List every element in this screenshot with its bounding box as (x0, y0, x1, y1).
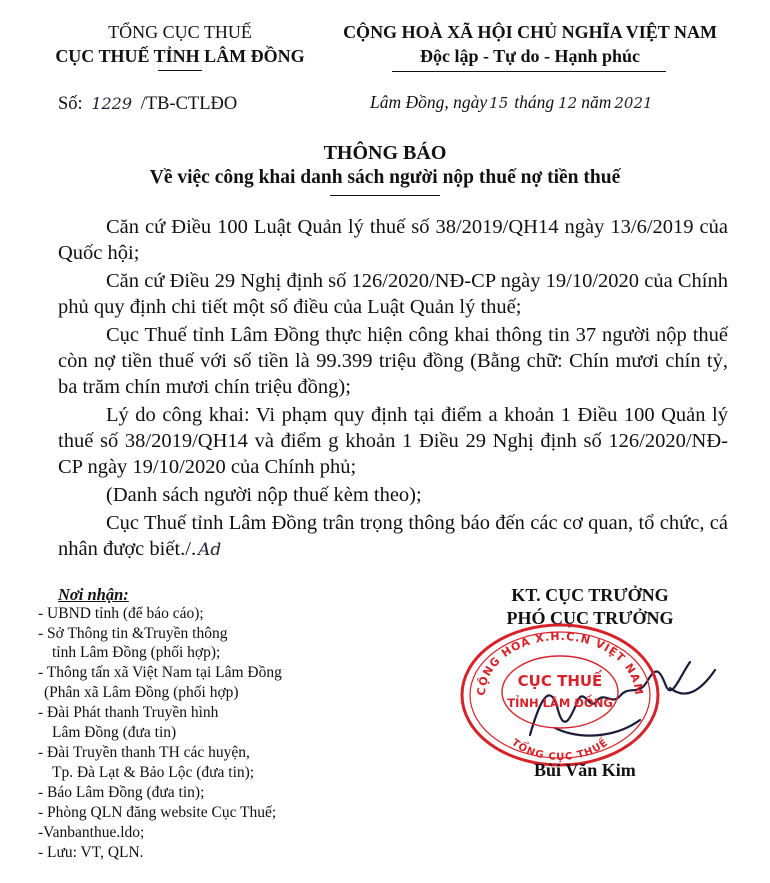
signature-title-2: PHÓ CỤC TRƯỞNG (506, 608, 674, 628)
seal-ring-bottom: TỔNG CỤC THUẾ (509, 737, 611, 764)
official-seal (455, 620, 665, 770)
recipient-line: - Phòng QLN đăng website Cục Thuế; (38, 804, 277, 821)
seal-center-line-1: CỤC THUẾ (517, 672, 603, 690)
recipient-line: - UBND tỉnh (để báo cáo); (38, 605, 204, 622)
document-title: THÔNG BÁO (323, 142, 447, 164)
motto: Độc lập - Tự do - Hạnh phúc (419, 46, 641, 66)
paragraph-legal-basis-2: Căn cứ Điều 29 Nghị định số 126/2020/NĐ-CP ngày 19/10/2020 của Chính phủ quy định chi tiết một số điều của Luật Quản lý thuế; (58, 270, 728, 318)
department-name: CỤC THUẾ TỈNH LÂM ĐỒNG (55, 46, 305, 66)
recipient-line: Tp. Đà Lạt & Bảo Lộc (đưa tin); (52, 764, 255, 781)
paragraph-disclosure: Cục Thuế tỉnh Lâm Đồng thực hiện công khai thông tin 37 người nộp thuế còn nợ tiền thuế với số tiền là 99.399 triệu đồng (Bằng chữ: Chín mươi chín tỷ, ba trăm chín mươi chín triệu đồng); (58, 324, 728, 398)
motto-underline (392, 71, 666, 72)
recipient-line: - Sở Thông tin &Truyền thông (38, 625, 228, 642)
closing-initials-handwritten: Ad (198, 540, 222, 560)
date-month-label: tháng (514, 92, 555, 112)
date-day: 15 (489, 94, 509, 112)
seal-center-line-2: TỈNH LÂM ĐỒNG (507, 696, 613, 710)
recipient-line: tỉnh Lâm Đồng (phối hợp); (52, 644, 221, 661)
agency-name: TỔNG CỤC THUẾ (108, 22, 252, 42)
closing-text: Cục Thuế tỉnh Lâm Đồng trân trọng thông báo đến các cơ quan, tổ chức, cá nhân được biết./. (58, 512, 728, 560)
seal-ring-bottom-text (509, 734, 610, 763)
department-underline (158, 70, 202, 71)
date-year: 2021 (614, 94, 653, 112)
paragraph-closing (58, 510, 728, 563)
ref-number-handwritten: 1229 (91, 94, 133, 113)
date-month: 12 (558, 94, 578, 112)
reference-number (58, 94, 237, 115)
paragraph-reason: Lý do công khai: Vi phạm quy định tại điểm a khoản 1 Điều 100 Quản lý thuế số 38/2019/QH14 và điểm g khoản 1 Điều 29 Nghị định số 126/2020/NĐ-CP ngày 19/10/2020 của Chính phủ; (58, 404, 728, 478)
ref-prefix: Số: (58, 94, 83, 114)
date-line (370, 92, 653, 113)
signature-title-1: KT. CỤC TRƯỞNG (511, 585, 669, 605)
signer-name: Bùi Văn Kim (534, 760, 636, 780)
country-name: CỘNG HOÀ XÃ HỘI CHỦ NGHĨA VIỆT NAM (343, 22, 717, 42)
recipient-line: (Phân xã Lâm Đồng (phối hợp) (44, 684, 239, 701)
recipient-line: Lâm Đồng (đưa tin) (52, 724, 177, 741)
date-year-label: năm (581, 92, 612, 112)
paragraph-legal-basis-1: Căn cứ Điều 100 Luật Quản lý thuế số 38/2019/QH14 ngày 13/6/2019 của Quốc hội; (58, 216, 728, 264)
paragraph-attachment-note: (Danh sách người nộp thuế kèm theo); (106, 484, 422, 506)
recipient-line: - Thông tấn xã Việt Nam tại Lâm Đồng (38, 664, 282, 681)
date-place: Lâm Đồng, ngày (370, 92, 488, 112)
subject-underline (330, 195, 440, 196)
recipients-label: Nơi nhận: (58, 585, 129, 604)
document-subject: Về việc công khai danh sách người nộp thuế nợ tiền thuế (149, 167, 621, 188)
recipient-line: - Báo Lâm Đồng (đưa tin); (38, 784, 205, 801)
recipient-line: - Đài Phát thanh Truyền hình (38, 704, 219, 721)
recipient-line: - Đài Truyền thanh TH các huyện, (38, 744, 250, 761)
recipient-line: -Vanbanthue.ldo; (38, 824, 145, 841)
recipient-line: - Lưu: VT, QLN. (38, 844, 144, 861)
seal-ring-top: CỘNG HÒA X.H.C.N VIỆT NAM (474, 629, 646, 697)
ref-suffix: /TB-CTLĐO (140, 94, 238, 114)
